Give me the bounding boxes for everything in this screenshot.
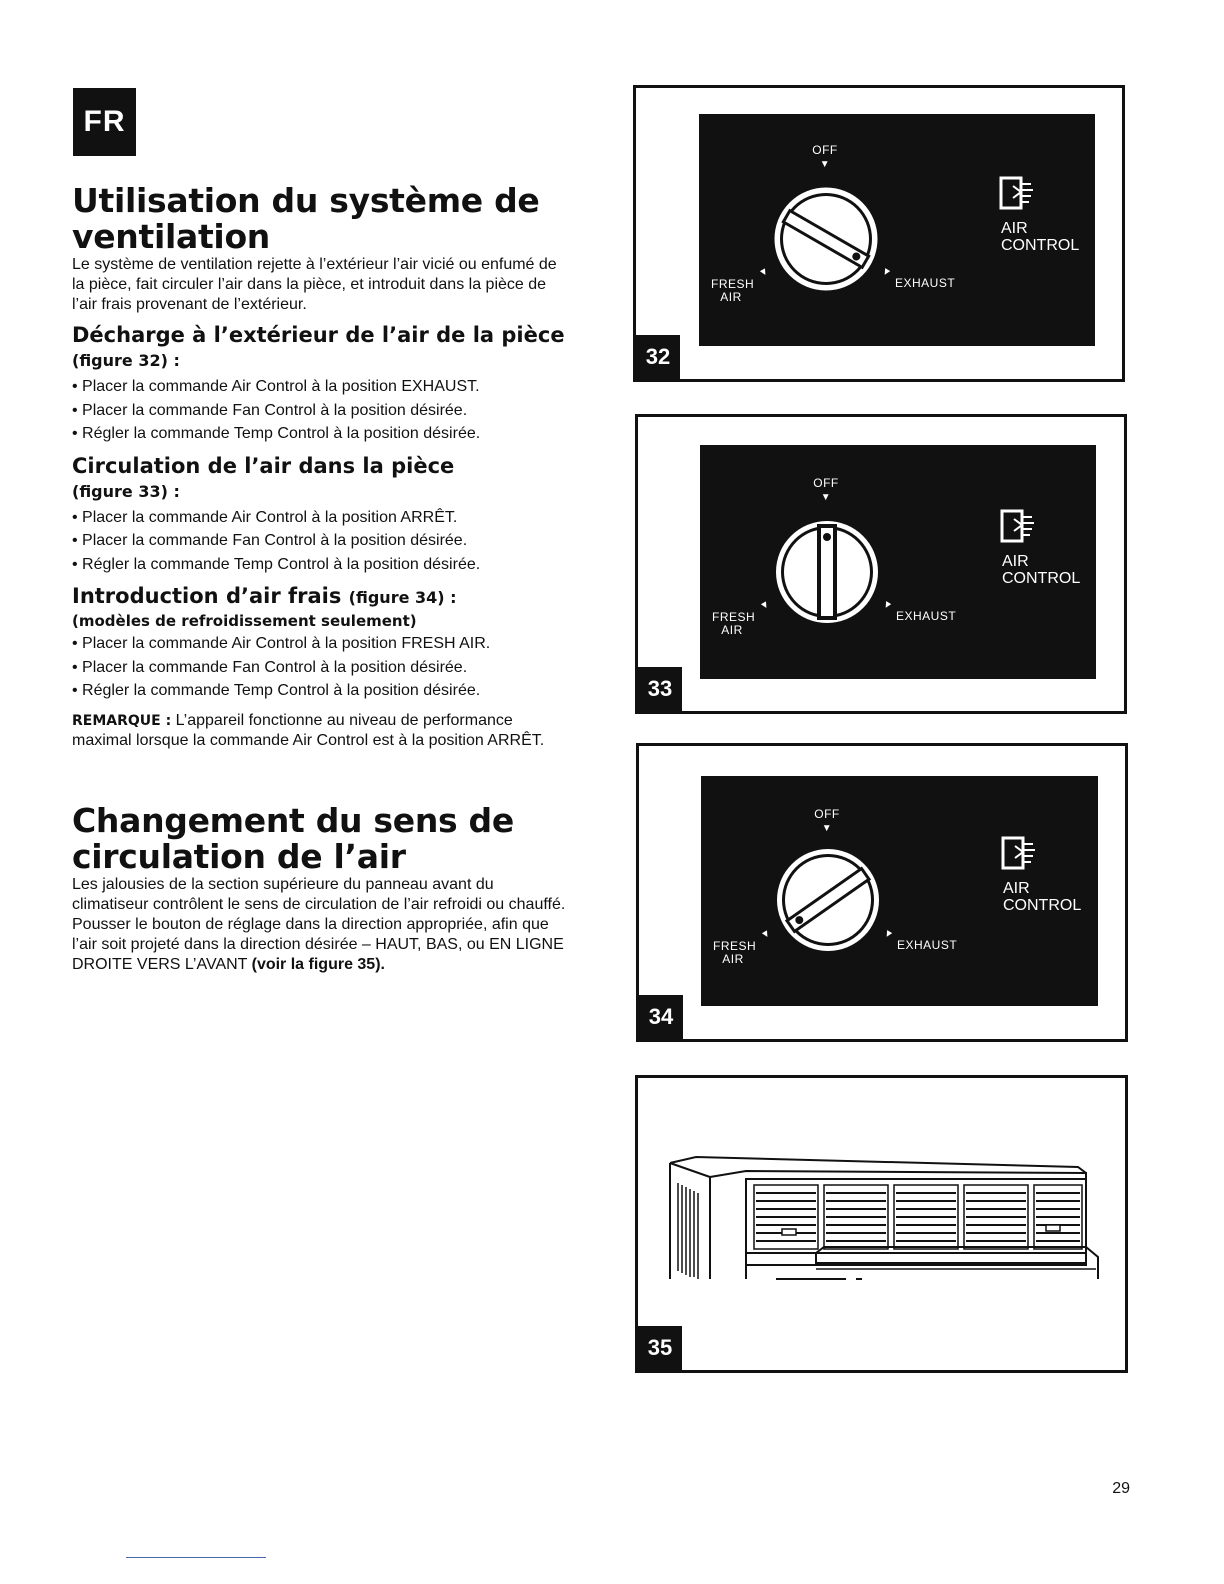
exhaust-label: EXHAUST: [897, 938, 958, 952]
language-badge: FR: [73, 88, 136, 156]
off-label: OFF: [813, 476, 839, 490]
fresh-label: FRESH: [712, 610, 756, 624]
air-label: AIR: [720, 290, 742, 304]
fresh-air-label: [713, 939, 757, 966]
air-control-label: [1003, 880, 1081, 914]
airflow-section: [72, 800, 572, 975]
subheading-circulation: [72, 454, 572, 504]
circulation-steps: [72, 506, 572, 577]
air-control-label: [1001, 220, 1079, 254]
exhaust-label: EXHAUST: [896, 609, 957, 623]
list-item: • Régler la commande Temp Control à la position désirée.: [72, 553, 572, 577]
ventilation-intro: Le système de ventilation rejette à l’extérieur l’air vicié ou enfumé de la pièce, fait circuler l’air dans la pièce, et introduit dans la pièce de l’air frais provenant de l’extérieur.: [72, 256, 557, 313]
exhaust-arrow-icon: ▼: [879, 598, 895, 613]
air-control-label: [1002, 553, 1080, 587]
subheading-circulation-text: Circulation de l’air dans la pièce: [72, 453, 455, 478]
list-item: • Placer la commande Fan Control à la position désirée.: [72, 529, 572, 553]
subheading-fresh-air-text: Introduction d’air frais: [72, 584, 342, 608]
exhaust-arrow-icon: ▼: [878, 265, 894, 280]
remark: [72, 711, 572, 751]
figure-32: [633, 85, 1125, 382]
airflow-fig-ref: (voir la figure 35).: [251, 955, 385, 973]
list-item: • Régler la commande Temp Control à la position désirée.: [72, 679, 572, 703]
text-column: [72, 183, 572, 975]
fresh-air-label: [712, 610, 756, 637]
fresh-air-steps: [72, 632, 572, 703]
figure-number: 34: [639, 995, 683, 1039]
section-title-ventilation: Utilisation du système de ventilation: [72, 181, 540, 256]
subheading-exhaust-text: Décharge à l’extérieur de l’air de la pièce: [72, 323, 565, 347]
airflow-text: [72, 875, 572, 975]
off-label: OFF: [812, 143, 838, 157]
list-item: • Placer la commande Air Control à la position FRESH AIR.: [72, 632, 572, 656]
list-item: • Placer la commande Air Control à la position EXHAUST.: [72, 375, 572, 399]
fresh-label: FRESH: [713, 939, 757, 953]
air-control-line2: CONTROL: [1003, 897, 1082, 914]
air-control-line2: CONTROL: [1002, 570, 1081, 587]
off-arrow-icon: ▼: [819, 159, 831, 170]
page-number: 29: [1112, 1480, 1130, 1497]
list-item: • Régler la commande Temp Control à la position désirée.: [72, 422, 572, 446]
air-label: AIR: [722, 952, 744, 966]
air-conditioner-illustration: [666, 1153, 1106, 1293]
figure-number: 35: [638, 1326, 682, 1370]
air-label: AIR: [721, 623, 743, 637]
air-control-line2: CONTROL: [1001, 237, 1080, 254]
fresh-arrow-icon: ▼: [758, 927, 774, 942]
list-item: • Placer la commande Fan Control à la position désirée.: [72, 656, 572, 680]
exhaust-arrow-icon: ▼: [880, 927, 896, 942]
air-control-icon: [1001, 834, 1037, 874]
subheading-fresh-air-ref: (figure 34) :: [348, 588, 457, 607]
figure-number: 33: [638, 667, 682, 711]
exhaust-steps: [72, 375, 572, 446]
air-control-dial: [768, 840, 888, 960]
control-panel: [700, 445, 1096, 679]
remark-label: REMARQUE :: [72, 712, 172, 729]
off-label: OFF: [814, 807, 840, 821]
cooling-models-note: (modèles de refroidissement seulement): [72, 612, 417, 630]
off-arrow-icon: ▼: [820, 492, 832, 503]
section-title-airflow: Changement du sens de circulation de l’air: [72, 800, 514, 876]
fresh-label: FRESH: [711, 277, 755, 291]
subheading-exhaust: [72, 323, 572, 373]
remark-text: L’appareil fonctionne au niveau de performance maximal lorsque la commande Air Control est à la position ARRÊT.: [72, 711, 545, 749]
exhaust-label: EXHAUST: [895, 276, 956, 290]
subheading-circulation-ref: (figure 33) :: [72, 481, 180, 501]
control-panel: [701, 776, 1098, 1006]
air-control-dial: [767, 512, 887, 632]
control-panel: [699, 114, 1095, 346]
air-control-line1: AIR: [1002, 553, 1029, 570]
air-control-line1: AIR: [1001, 220, 1028, 237]
fresh-arrow-icon: ▼: [757, 598, 773, 613]
subheading-fresh-air: [72, 584, 572, 610]
off-arrow-icon: ▼: [821, 823, 833, 834]
footer-rule: [126, 1557, 266, 1558]
air-control-dial: [766, 179, 886, 299]
fresh-air-label: [711, 277, 755, 304]
figure-33: [635, 414, 1127, 714]
air-control-icon: [1000, 507, 1036, 547]
list-item: • Placer la commande Air Control à la position ARRÊT.: [72, 506, 572, 530]
subheading-exhaust-ref: (figure 32) :: [72, 351, 180, 370]
figure-34: [636, 743, 1128, 1042]
figure-number: 32: [636, 335, 680, 379]
airflow-body: Les jalousies de la section supérieure du panneau avant du climatiseur contrôlent le sens de circulation de l’air refroidi ou chauffé. Pousser le bouton de réglage dans la direction appropriée, afin que l’air soit projeté dans la direction désirée – HAUT, BAS, ou EN LIGNE DROITE VERS L’AVANT: [72, 875, 566, 973]
figure-35: [635, 1075, 1128, 1373]
air-control-line1: AIR: [1003, 880, 1030, 897]
fresh-arrow-icon: ▼: [756, 265, 772, 280]
list-item: • Placer la commande Fan Control à la position désirée.: [72, 399, 572, 423]
air-control-icon: [999, 174, 1035, 214]
